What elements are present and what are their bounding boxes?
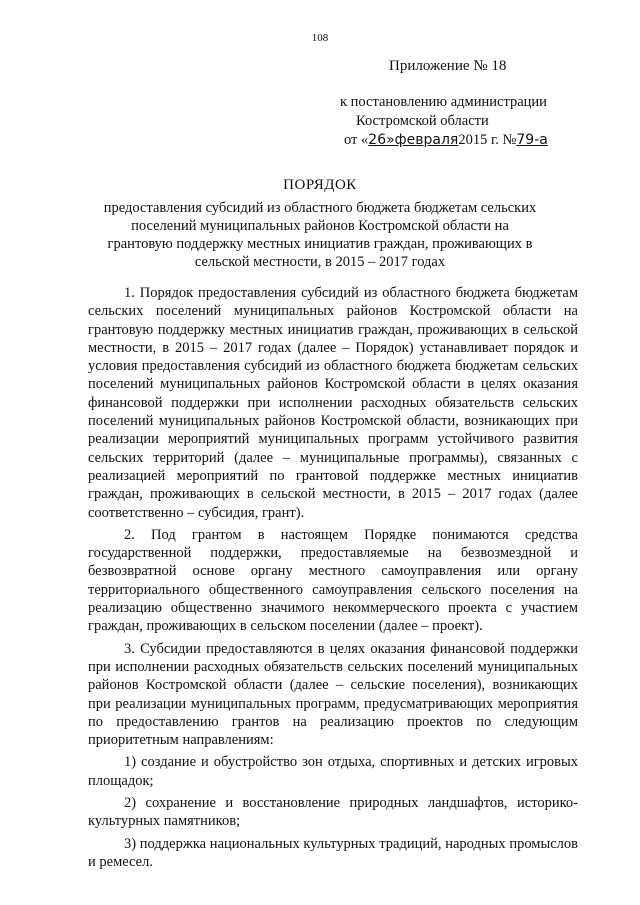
resolution-date-line: [340, 131, 560, 150]
document-title: ПОРЯДОК: [283, 177, 357, 193]
list-item-3: 3) поддержка национальных культурных традиций, народных промыслов и ремесел.: [88, 835, 578, 870]
document-subtitle: предоставления субсидий из областного бюджета бюджетам сельских поселений муниципальных районов Костромской области на грантовую поддержку местных инициатив граждан, проживающих в сельской местности, в 2015 – 2017 годах: [103, 200, 537, 270]
appendix-number: Приложение № 18: [389, 58, 507, 74]
list-item-1: 1) создание и обустройство зон отдыха, спортивных и детских игровых площадок;: [88, 754, 578, 789]
page-number: 108: [311, 32, 329, 44]
list-item-2: 2) сохранение и восстановление природных ландшафтов, историко-культурных памятников;: [88, 795, 578, 830]
resolution-day: 26: [368, 132, 387, 148]
paragraph-3: 3. Субсидии предоставляются в целях оказания финансовой поддержки при исполнении расходных обязательств сельских поселений муниципальных районов Костромской области (далее – сельские поселения), возникающих при реализации муниципальных программ, предусматривающих мероприятия по предоставлению грантов на реализацию проектов по следующим приоритетным направлениям:: [88, 640, 578, 749]
resolution-number: 79-а: [516, 132, 548, 148]
paragraph-1: 1. Порядок предоставления субсидий из областного бюджета бюджетам сельских поселений муниципальных районов Костромской области на грантовую поддержку местных инициатив граждан, проживающих в сельской местности, в 2015 – 2017 годах (далее – Порядок) устанавливает порядок и условия предоставления субсидий из областного бюджета бюджетам сельских поселений муниципальных районов Костромской области в целях оказания финансовой поддержки при исполнении расходных обязательств сельских поселений муниципальных районов Костромской области, возникающих при реализации мероприятий муниципальных программ устойчивого развития сельских территорий (далее – муниципальные программы), связанных с реализацией мероприятий по грантовой поддержке местных инициатив граждан, проживающих в сельской местности, в 2015 – 2017 годах (далее соответственно – субсидия, грант).: [88, 285, 578, 521]
resolution-year: 2015 г. №: [458, 132, 517, 148]
resolution-reference: [340, 93, 560, 150]
resolution-line-1: к постановлению администрации: [340, 94, 547, 110]
resolution-prefix: от «: [344, 132, 369, 148]
resolution-line-2: Костромской области: [356, 113, 489, 129]
document-body: [88, 284, 578, 871]
paragraph-2: 2. Под грантом в настоящем Порядке понимаются средства государственной поддержки, предоставляемые на безвозмездной и безвозвратной основе органу местного самоуправления или органу территориального общественного самоуправления сельского поселения на реализацию общественно значимого некоммерческого проекта с участием граждан, проживающих в сельском поселении (далее – проект).: [88, 526, 578, 635]
resolution-month: »февраля: [386, 132, 459, 148]
